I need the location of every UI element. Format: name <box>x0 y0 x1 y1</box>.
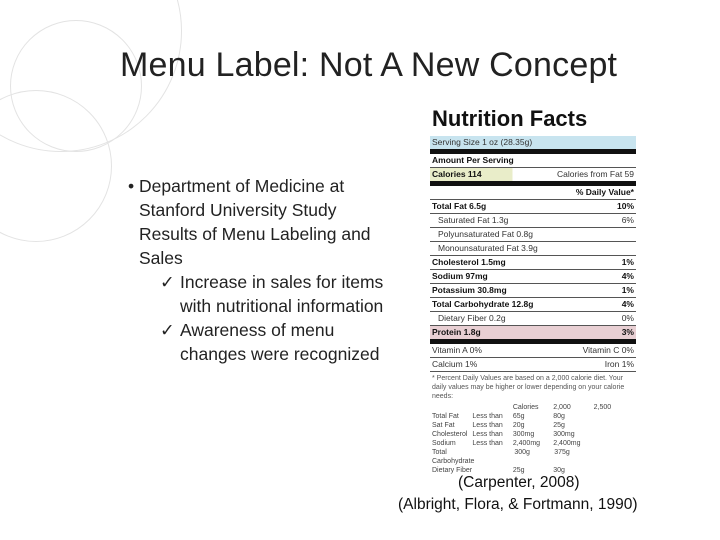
table-cell: Total Carbohydrate <box>432 449 475 465</box>
table-cell <box>594 412 634 421</box>
nutrient-dv: 1% <box>621 257 634 267</box>
table-cell: 25g <box>553 422 565 429</box>
check-icon: ✓ <box>160 272 175 292</box>
slide-title: Menu Label: Not A New Concept <box>120 46 618 84</box>
nutrient-label: Total Carbohydrate 12.8g <box>432 299 534 309</box>
table-cell: 2,000 <box>553 404 571 411</box>
daily-value-header <box>430 181 636 199</box>
nutrient-label: Saturated Fat 1.3g <box>438 215 509 225</box>
table-row <box>432 448 634 466</box>
nutrient-row <box>430 325 636 339</box>
table-cell: Sat Fat <box>432 422 455 429</box>
vitamin-row <box>430 344 636 357</box>
table-cell <box>594 421 634 430</box>
nutrient-rows <box>430 199 636 339</box>
nutrient-label: Sodium 97mg <box>432 271 488 281</box>
check-icon: ✓ <box>160 320 175 340</box>
nutrient-dv: 0% <box>621 313 634 323</box>
nutrient-row <box>430 255 636 269</box>
nutrient-dv: 3% <box>621 327 634 337</box>
bullet-text: Department of Medicine at Stanford University Study Results of Menu Labeling and Sales <box>139 176 371 268</box>
daily-values-table <box>430 403 636 475</box>
table-cell <box>594 466 634 475</box>
nutrient-label: Protein 1.8g <box>432 327 481 337</box>
table-cell: 80g <box>553 413 565 420</box>
subbullet-item <box>128 270 398 318</box>
nutrient-dv: 1% <box>621 285 634 295</box>
table-cell: 65g <box>512 413 525 420</box>
table-row <box>432 439 634 448</box>
table-cell: 20g <box>512 422 525 429</box>
table-cell <box>594 439 634 448</box>
table-cell: 300mg <box>512 431 535 438</box>
table-row <box>432 430 634 439</box>
table-cell: Calories <box>512 404 539 411</box>
table-cell: Dietary Fiber <box>432 467 473 474</box>
vitamin-right: Vitamin C 0% <box>582 345 634 355</box>
table-cell: 2,400mg <box>512 440 541 447</box>
nutrition-facts-label <box>430 100 636 474</box>
vitamin-row <box>430 357 636 371</box>
calories-text: Calories 114 <box>432 169 482 179</box>
nutrient-dv: 4% <box>621 299 634 309</box>
nutrient-label: Monounsaturated Fat 3.9g <box>438 243 538 253</box>
table-cell: Less than <box>472 413 503 420</box>
table-cell: 2,400mg <box>553 440 581 447</box>
table-cell: 375g <box>554 449 570 456</box>
table-cell: 25g <box>512 467 525 474</box>
vitamin-right: Iron 1% <box>604 359 634 369</box>
table-cell: Less than <box>472 440 503 447</box>
nutrient-row <box>430 199 636 213</box>
citation: (Carpenter, 2008) <box>458 474 580 491</box>
vitamin-left: Vitamin A 0% <box>432 345 482 355</box>
vitamin-left: Calcium 1% <box>432 359 478 369</box>
nutrient-label: Total Fat 6.5g <box>432 201 487 211</box>
subbullet-text: Awareness of menu changes were recognized <box>180 320 380 364</box>
nutrient-row <box>430 297 636 311</box>
table-cell: 300mg <box>553 431 575 438</box>
nutrition-title: Nutrition Facts <box>432 106 588 131</box>
subbullet-text: Increase in sales for items with nutritional information <box>180 272 384 316</box>
nutrient-row <box>430 283 636 297</box>
daily-value-header-text: % Daily Value* <box>575 187 634 197</box>
table-row <box>432 421 634 430</box>
nutrient-row <box>430 311 636 325</box>
serving-size <box>430 136 636 149</box>
table-cell <box>432 403 472 412</box>
nutrient-row <box>430 213 636 227</box>
bullet-list <box>128 174 398 366</box>
table-cell <box>474 448 514 466</box>
calories-row <box>430 167 636 181</box>
amount-per-serving <box>430 149 636 167</box>
table-cell: Sodium <box>432 440 456 447</box>
table-cell <box>594 448 634 466</box>
nutrient-dv: 4% <box>621 271 634 281</box>
table-cell <box>594 430 634 439</box>
amount-text: Amount Per Serving <box>432 155 514 165</box>
nutrient-label: Potassium 30.8mg <box>432 285 507 295</box>
nutrient-row <box>430 241 636 255</box>
bullet-dot: • <box>128 176 135 196</box>
nutrient-label: Polyunsaturated Fat 0.8g <box>438 229 533 239</box>
table-cell <box>472 403 512 412</box>
table-cell: Total Fat <box>432 413 459 420</box>
table-row <box>432 412 634 421</box>
calories-fat-text: Calories from Fat 59 <box>557 169 634 179</box>
table-cell: Less than <box>472 422 503 429</box>
footnote: * Percent Daily Values are based on a 2,000 calorie diet. Your daily values may be higher or lower depending on your calorie needs: <box>430 371 636 403</box>
nutrient-dv: 10% <box>616 201 634 211</box>
table-cell: 30g <box>553 467 565 474</box>
nutrient-row <box>430 269 636 283</box>
table-cell: 300g <box>514 449 530 456</box>
table-cell: Less than <box>472 431 503 438</box>
bullet-item <box>128 174 398 270</box>
citation: (Albright, Flora, & Fortmann, 1990) <box>398 496 638 513</box>
subbullet-item <box>128 318 398 366</box>
table-cell: Cholesterol <box>432 431 468 438</box>
serving-size-text: Serving Size 1 oz (28.35g) <box>432 137 533 147</box>
nutrient-label: Cholesterol 1.5mg <box>432 257 506 267</box>
table-row <box>432 403 634 412</box>
table-cell: 2,500 <box>593 404 612 411</box>
nutrient-label: Dietary Fiber 0.2g <box>438 313 506 323</box>
nutrient-dv: 6% <box>621 215 634 225</box>
nutrient-row <box>430 227 636 241</box>
vitamins-section <box>430 339 636 371</box>
